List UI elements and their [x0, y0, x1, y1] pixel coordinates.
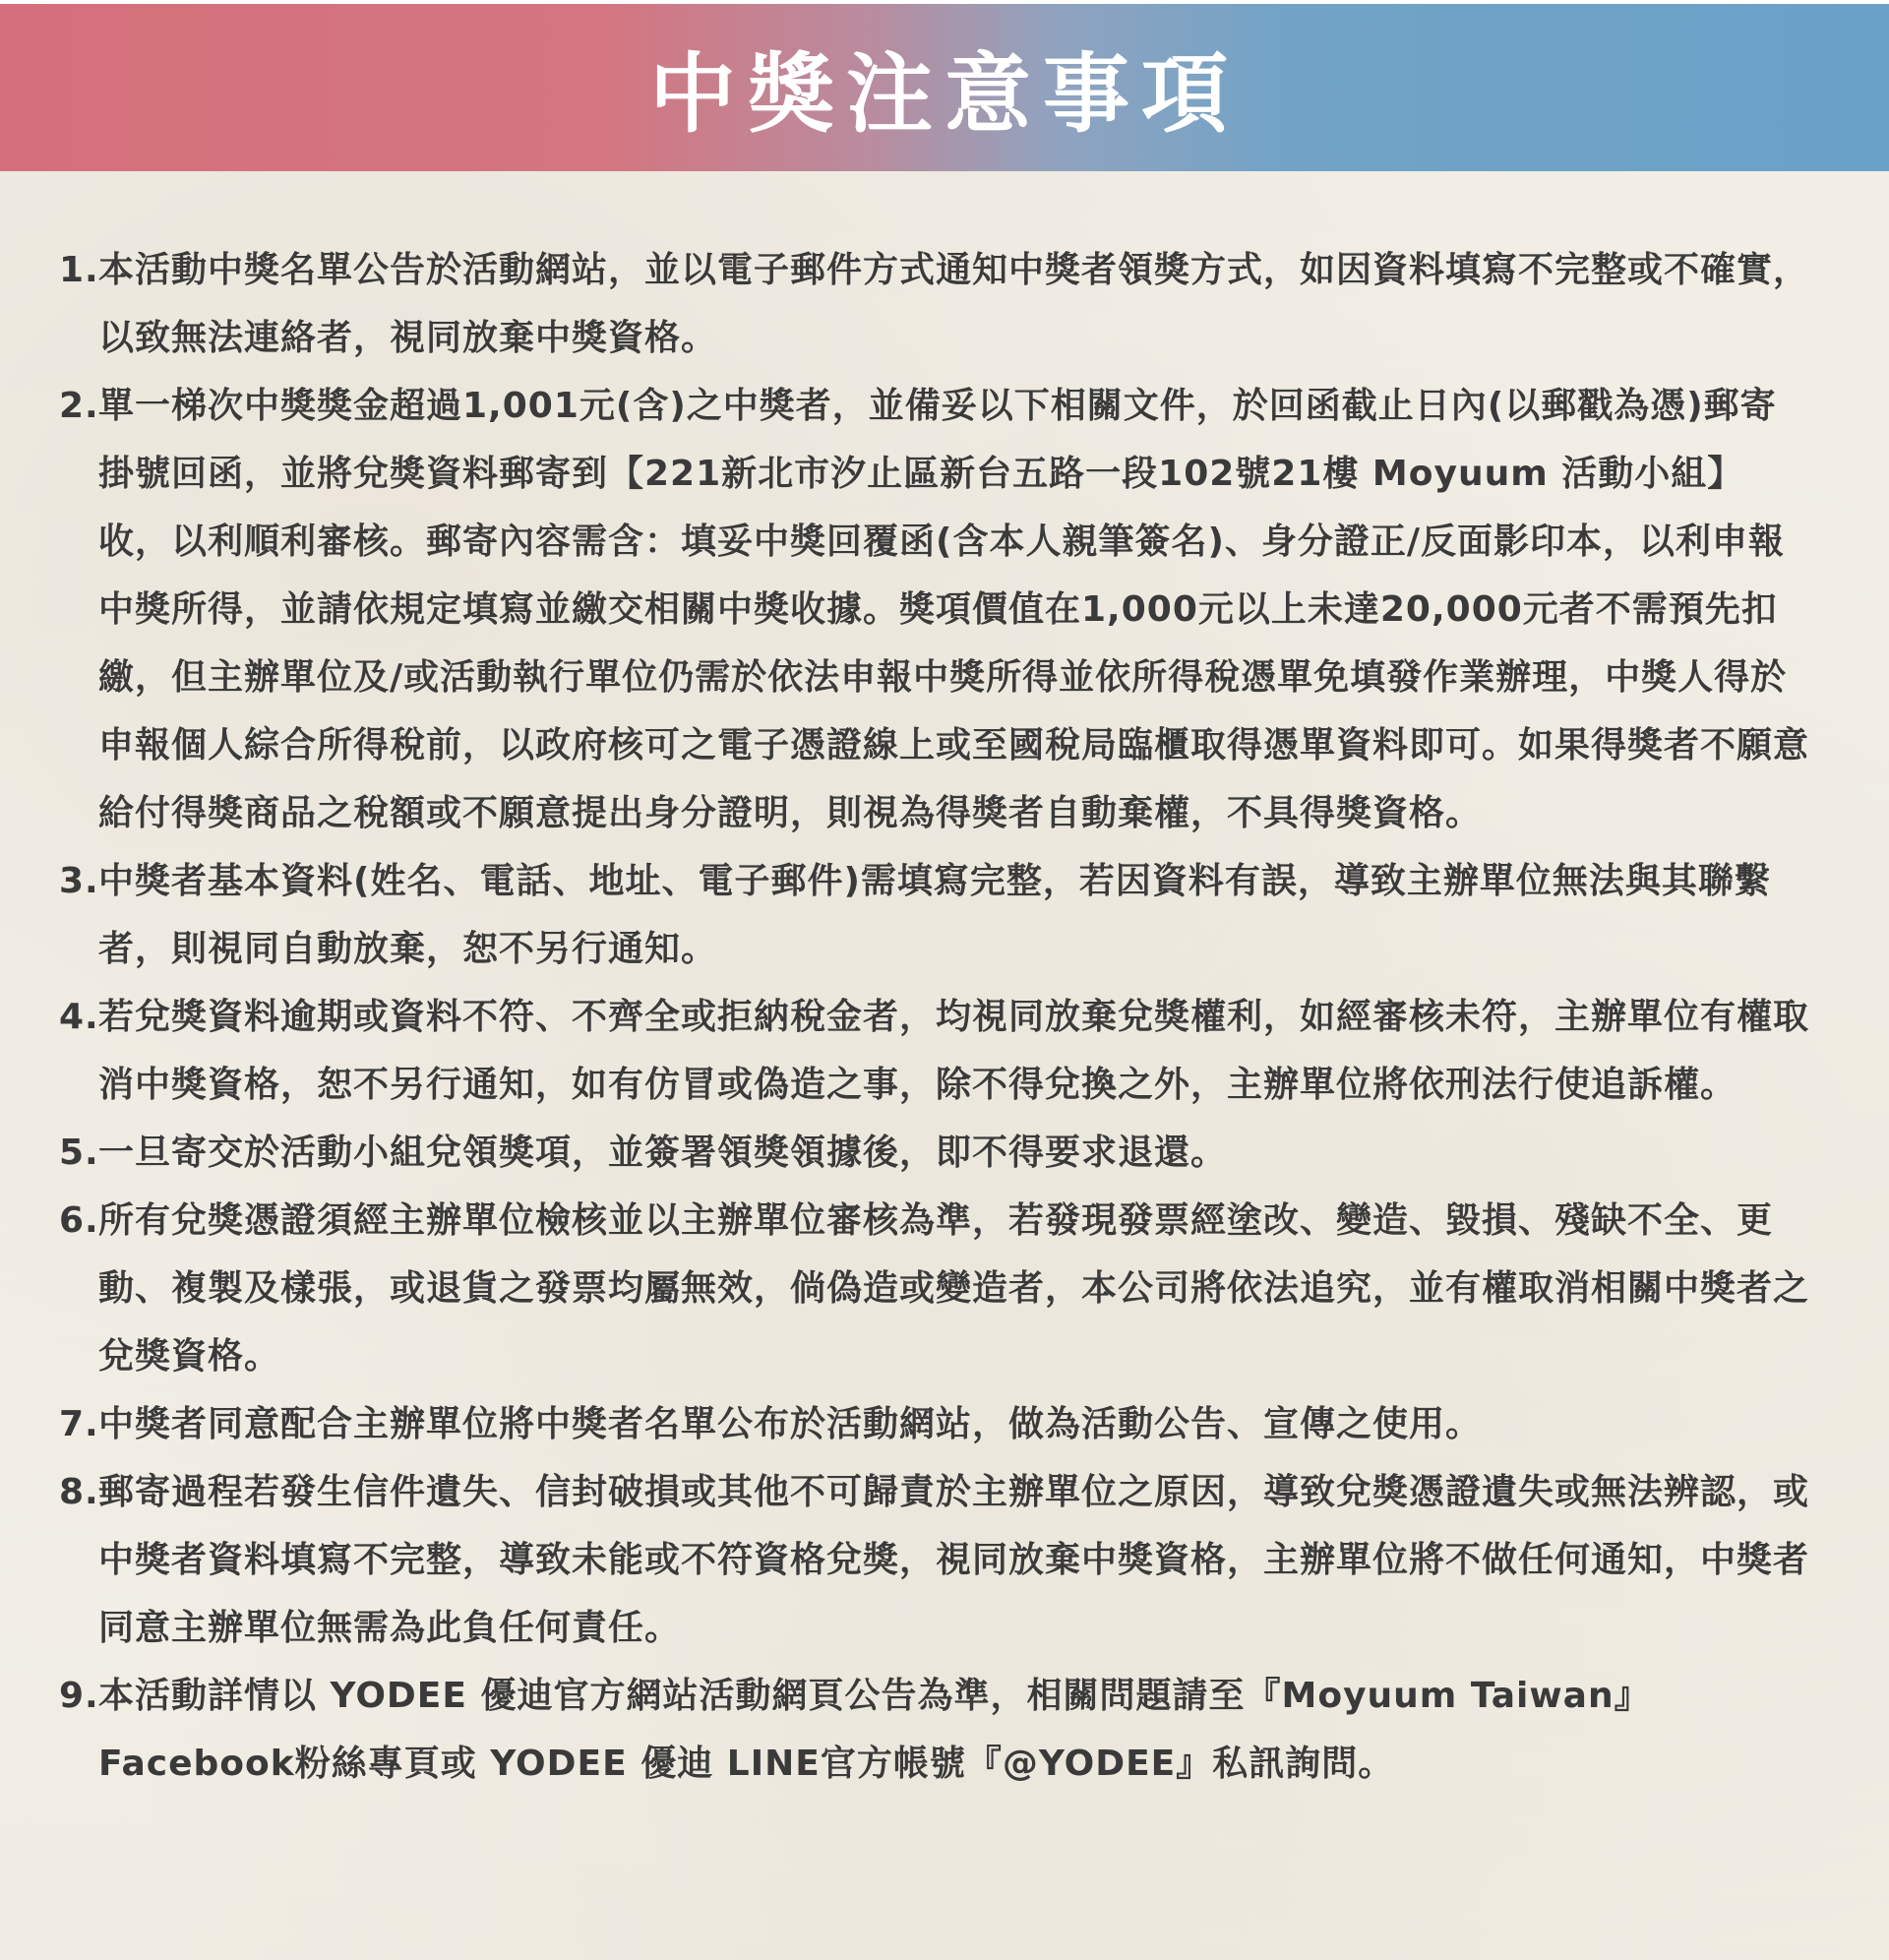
- notice-item-1: [59, 236, 1810, 372]
- notice-item-number: 5.: [59, 1133, 99, 1173]
- notice-item-text: 郵寄過程若發生信件遺失、信封破損或其他不可歸責於主辦單位之原因，導致兌獎憑證遺失或無法辨認，或中獎者資料填寫不完整，導致未能或不符資格兌獎，視同放棄中獎資格，主辦單位將不做任何通知，中獎者同意主辦單位無需為此負任何責任。: [98, 1472, 1810, 1648]
- notice-item-text: 中獎者基本資料(姓名、電話、地址、電子郵件)需填寫完整，若因資料有誤，導致主辦單位無法與其聯繫者，則視同自動放棄，恕不另行通知。: [98, 861, 1771, 969]
- notice-item-number: 2.: [59, 386, 99, 426]
- notice-item-text: 一旦寄交於活動小組兌領獎項，並簽署領獎領據後，即不得要求退還。: [98, 1133, 1228, 1173]
- notice-item-3: [59, 847, 1810, 983]
- notice-item-9: [59, 1662, 1810, 1798]
- notice-item-text: 本活動詳情以 YODEE 優迪官方網站活動網頁公告為準，相關問題請至『Moyuum Taiwan』Facebook粉絲專頁或 YODEE 優迪 LINE官方帳號『@YODEE』私訊詢問。: [98, 1676, 1651, 1784]
- notice-item-4: [59, 983, 1810, 1119]
- notice-item-text: 若兌獎資料逾期或資料不符、不齊全或拒納稅金者，均視同放棄兌獎權利，如經審核未符，主辦單位有權取消中獎資格，恕不另行通知，如有仿冒或偽造之事，除不得兌換之外，主辦單位將依刑法行使追訴權。: [98, 997, 1810, 1105]
- notice-item-text: 中獎者同意配合主辦單位將中獎者名單公布於活動網站，做為活動公告、宣傳之使用。: [98, 1404, 1483, 1444]
- notice-item-5: [59, 1119, 1810, 1187]
- notice-item-number: 4.: [59, 997, 99, 1037]
- notice-item-number: 1.: [59, 250, 99, 290]
- notice-item-7: [59, 1390, 1810, 1458]
- notice-item-text: 單一梯次中獎獎金超過1,001元(含)之中獎者，並備妥以下相關文件，於回函截止日內(以郵戳為憑)郵寄掛號回函，並將兌獎資料郵寄到【221新北市汐止區新台五路一段102號21樓 Moyuum 活動小組】收，以利順利審核。郵寄內容需含：填妥中獎回覆函(含本人親筆簽名)、身分證正/反面影印本，以利申報中獎所得，並請依規定填寫並繳交相關中獎收據。獎項價值在1,000元以上未達20,000元者不需預先扣繳，但主辦單位及/或活動執行單位仍需於依法申報中獎所得並依所得稅憑單免填發作業辦理，中獎人得於申報個人綜合所得稅前，以政府核可之電子憑證線上或至國稅局臨櫃取得憑單資料即可。如果得獎者不願意給付得獎商品之稅額或不願意提出身分證明，則視為得獎者自動棄權，不具得獎資格。: [98, 386, 1810, 833]
- notice-list: [59, 236, 1810, 1798]
- notice-item-8: [59, 1458, 1810, 1662]
- notice-item-text: 所有兌獎憑證須經主辦單位檢核並以主辦單位審核為準，若發現發票經塗改、變造、毀損、殘缺不全、更動、複製及樣張，或退貨之發票均屬無效，倘偽造或變造者，本公司將依法追究，並有權取消相關中獎者之兌獎資格。: [98, 1200, 1810, 1377]
- notice-item-6: [59, 1187, 1810, 1390]
- header-banner: [0, 4, 1889, 171]
- notice-item-number: 7.: [59, 1404, 99, 1444]
- notice-item-number: 6.: [59, 1200, 99, 1241]
- notice-item-number: 9.: [59, 1676, 99, 1716]
- notice-item-2: [59, 372, 1810, 847]
- notice-item-text: 本活動中獎名單公告於活動網站，並以電子郵件方式通知中獎者領獎方式，如因資料填寫不完整或不確實，以致無法連絡者，視同放棄中獎資格。: [98, 250, 1810, 358]
- notice-item-number: 3.: [59, 861, 99, 901]
- page-title: 中獎注意事項: [648, 43, 1240, 145]
- notice-item-number: 8.: [59, 1472, 99, 1512]
